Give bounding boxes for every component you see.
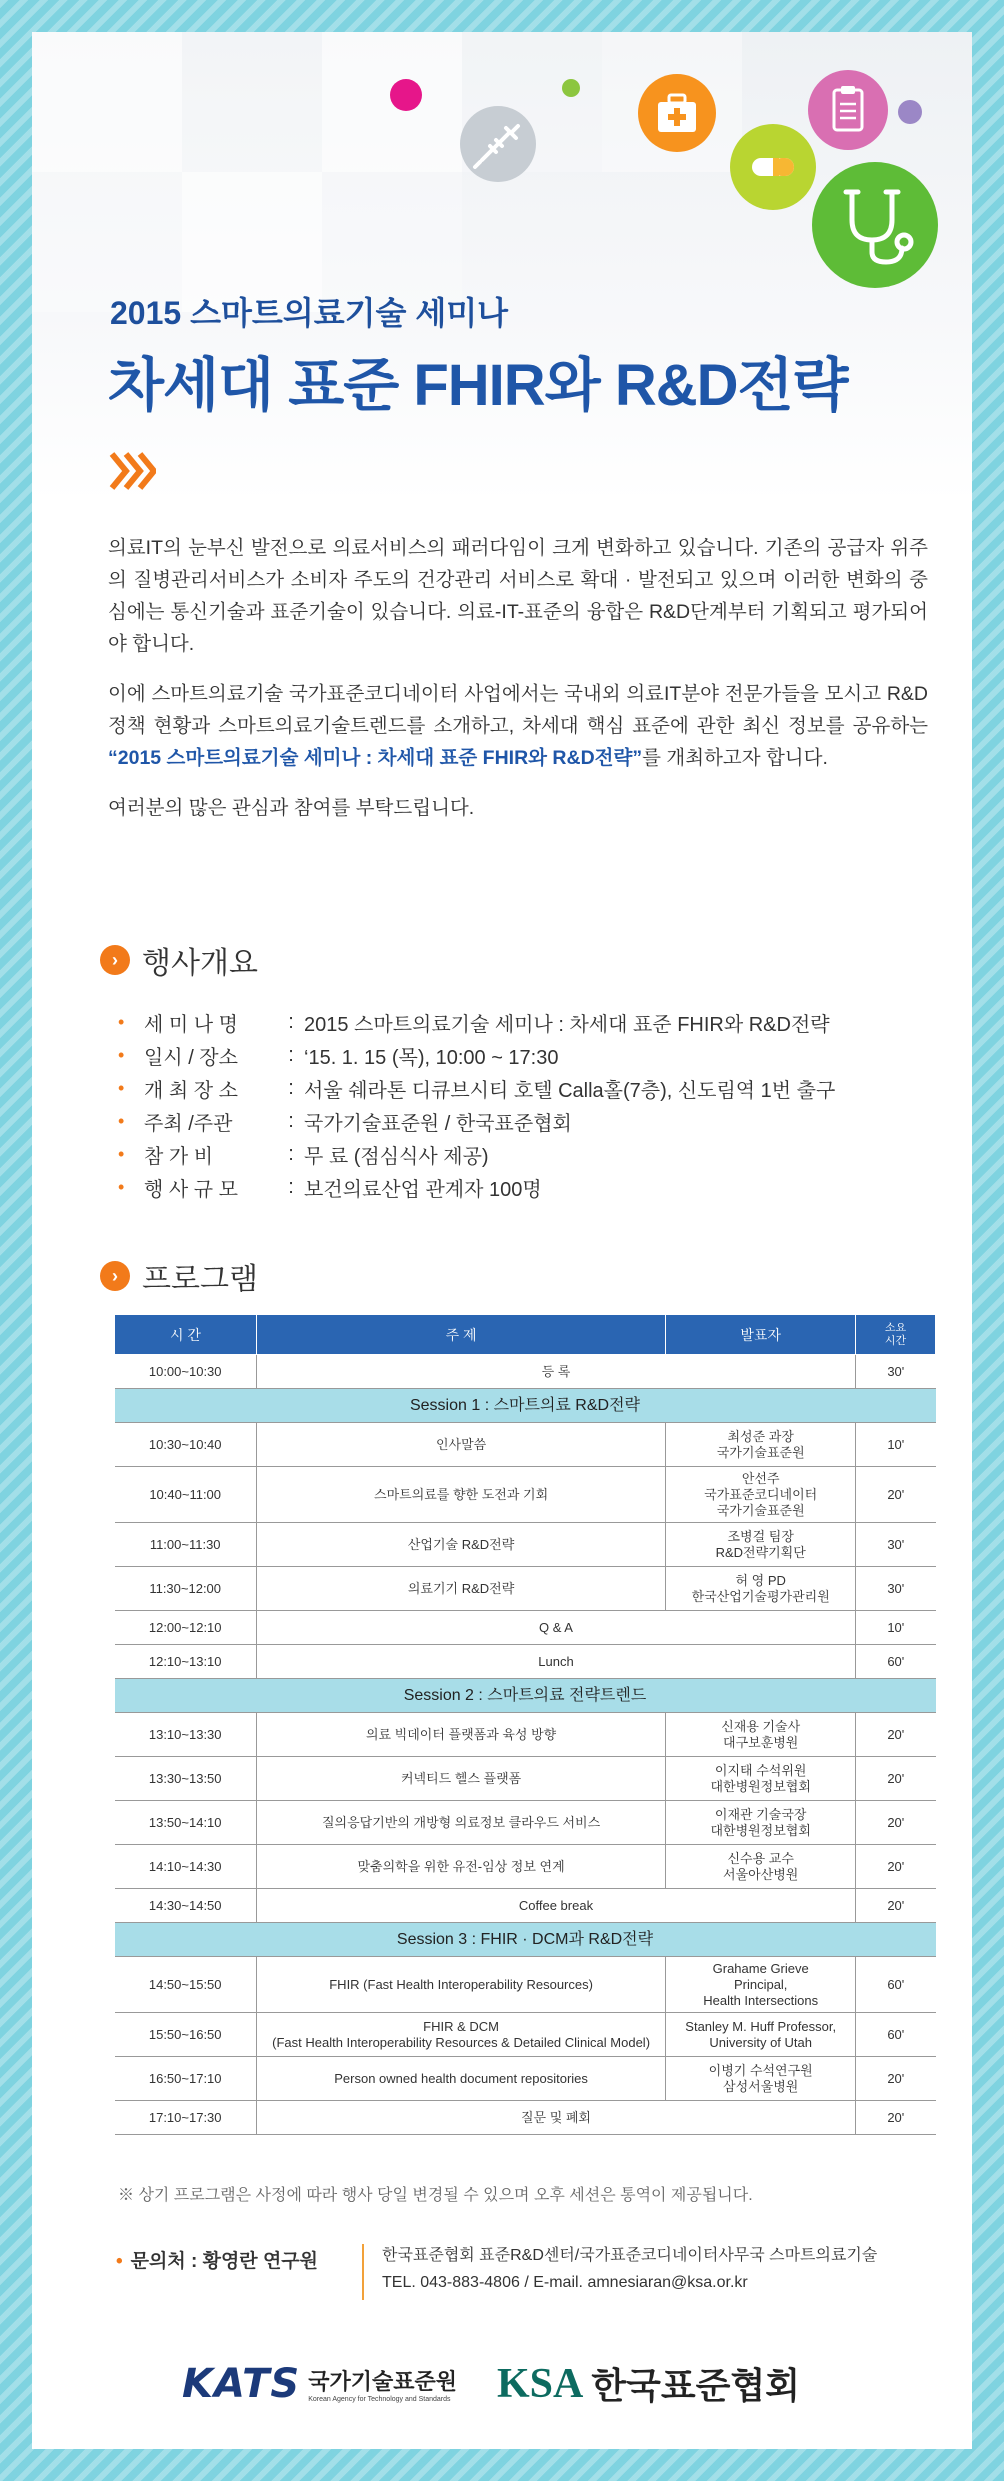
time-cell: 16:50~17:10 bbox=[115, 2057, 257, 2101]
column-header: 발표자 bbox=[666, 1315, 856, 1355]
overview-value: ‘15. 1. 15 (목), 10:00 ~ 17:30 bbox=[304, 1047, 559, 1069]
overview-value: 2015 스마트의료기술 세미나 : 차세대 표준 FHIR와 R&D전략 bbox=[304, 1014, 830, 1036]
topic-cell: FHIR (Fast Health Interoperability Resources) bbox=[256, 1957, 665, 2013]
overview-value: 서울 쉐라톤 디큐브시티 호텔 Calla홀(7층), 신도림역 1번 출구 bbox=[304, 1080, 836, 1102]
topic-cell: 스마트의료를 향한 도전과 기회 bbox=[256, 1467, 665, 1523]
duration-cell: 20' bbox=[856, 1467, 936, 1523]
clipboard-icon bbox=[808, 70, 888, 150]
kats-name-en: Korean Agency for Technology and Standards bbox=[308, 2395, 451, 2403]
topic-cell: 맞춤의학을 위한 유전-임상 정보 연계 bbox=[256, 1845, 665, 1889]
contact-org: 한국표준협회 표준R&D센터/국가표준코디네이터사무국 스마트의료기술 bbox=[382, 2247, 878, 2264]
program-table bbox=[114, 1314, 936, 2135]
time-cell: 12:10~13:10 bbox=[115, 1645, 257, 1679]
colon: : bbox=[288, 1044, 294, 1066]
speaker-cell: 허 영 PD 한국산업기술평가관리원 bbox=[666, 1567, 856, 1611]
intro-paragraph-3: 여러분의 많은 관심과 참여를 부탁드립니다. bbox=[108, 797, 475, 819]
seminar-highlight: “2015 스마트의료기술 세미나 : 차세대 표준 FHIR와 R&D전략” bbox=[108, 747, 643, 769]
duration-cell: 20' bbox=[856, 1801, 936, 1845]
bullet: • bbox=[118, 1045, 125, 1065]
kats-name-kr: 국가기술표준원 bbox=[308, 2368, 457, 2394]
overview-label: 주최 /주관 bbox=[144, 1113, 233, 1135]
intro-paragraph-2-end: 를 개최하고자 합니다. bbox=[642, 747, 828, 769]
topic-cell: 의료 빅데이터 플랫폼과 육성 방향 bbox=[256, 1713, 665, 1757]
colon: : bbox=[288, 1011, 294, 1033]
overview-value: 무 료 (점심식사 제공) bbox=[304, 1146, 489, 1168]
contact-person: • 문의처 : 황영란 연구원 bbox=[116, 2251, 319, 2272]
syringe-icon bbox=[460, 106, 536, 182]
column-header: 소요 시간 bbox=[856, 1315, 936, 1355]
stethoscope-icon bbox=[812, 162, 938, 288]
topic-cell: 인사말씀 bbox=[256, 1423, 665, 1467]
table-row bbox=[115, 1757, 936, 1801]
arrow-right-icon: › bbox=[100, 945, 130, 975]
contact-phone-email: TEL. 043-883-4806 / E-mail. amnesiaran@ksa.or.kr bbox=[382, 2274, 748, 2291]
time-cell: 14:10~14:30 bbox=[115, 1845, 257, 1889]
arrow-right-icon: › bbox=[100, 1261, 130, 1291]
speaker-cell: 이재관 기술국장 대한병원정보협회 bbox=[666, 1801, 856, 1845]
intro-paragraph-2 bbox=[108, 678, 928, 774]
time-cell: 11:30~12:00 bbox=[115, 1567, 257, 1611]
duration-cell: 20' bbox=[856, 2101, 936, 2135]
program-note: ※ 상기 프로그램은 사정에 따라 행사 당일 변경될 수 있으며 오후 세션은 통역이 제공됩니다. bbox=[118, 2187, 753, 2204]
duration-cell: 30' bbox=[856, 1523, 936, 1567]
duration-cell: 30' bbox=[856, 1567, 936, 1611]
session-row bbox=[115, 1923, 936, 1957]
bullet: • bbox=[118, 1111, 125, 1131]
overview-label: 개 최 장 소 bbox=[144, 1080, 238, 1102]
duration-cell: 10' bbox=[856, 1611, 936, 1645]
time-cell: 13:50~14:10 bbox=[115, 1801, 257, 1845]
topic-cell: 질의응답기반의 개방형 의료정보 클라우드 서비스 bbox=[256, 1801, 665, 1845]
colon: : bbox=[288, 1176, 294, 1198]
duration-cell: 10' bbox=[856, 1423, 936, 1467]
time-cell: 14:50~15:50 bbox=[115, 1957, 257, 2013]
table-row bbox=[115, 1611, 936, 1645]
overview-list bbox=[118, 1006, 938, 1204]
speaker-cell: 이지태 수석위원 대한병원정보협회 bbox=[666, 1757, 856, 1801]
overview-value: 국가기술표준원 / 한국표준협회 bbox=[304, 1113, 572, 1135]
speaker-cell: 신재용 기술사 대구보훈병원 bbox=[666, 1713, 856, 1757]
colon: : bbox=[288, 1077, 294, 1099]
green-dot bbox=[562, 79, 580, 97]
time-cell: 15:50~16:50 bbox=[115, 2013, 257, 2057]
colon: : bbox=[288, 1143, 294, 1165]
bullet: • bbox=[118, 1177, 125, 1197]
intro-text bbox=[108, 532, 928, 842]
bullet: • bbox=[118, 1144, 125, 1164]
bullet: • bbox=[118, 1012, 125, 1032]
table-row bbox=[115, 1801, 936, 1845]
session-row bbox=[115, 1389, 936, 1423]
table-row bbox=[115, 2101, 936, 2135]
colon: : bbox=[288, 1110, 294, 1132]
session-title: Session 1 : 스마트의료 R&D전략 bbox=[115, 1389, 936, 1423]
chevron-right-icon bbox=[108, 450, 156, 492]
topic-cell: 질문 및 폐회 bbox=[256, 2101, 855, 2135]
duration-cell: 20' bbox=[856, 1757, 936, 1801]
divider bbox=[362, 2244, 364, 2300]
overview-item bbox=[118, 1171, 938, 1204]
first-aid-kit-icon bbox=[638, 74, 716, 152]
kats-name bbox=[308, 2365, 457, 2403]
topic-cell: Lunch bbox=[256, 1645, 855, 1679]
overview-label: 참 가 비 bbox=[144, 1146, 214, 1168]
duration-cell: 60' bbox=[856, 2013, 936, 2057]
table-row bbox=[115, 2057, 936, 2101]
overview-heading-text: 행사개요 bbox=[142, 947, 258, 980]
time-cell: 10:30~10:40 bbox=[115, 1423, 257, 1467]
overview-item bbox=[118, 1039, 938, 1072]
overview-item bbox=[118, 1006, 938, 1039]
overview-item bbox=[118, 1105, 938, 1138]
overview-label: 일시 / 장소 bbox=[144, 1047, 238, 1069]
overview-label: 세 미 나 명 bbox=[144, 1014, 238, 1036]
speaker-cell: 이병기 수석연구원 삼성서울병원 bbox=[666, 2057, 856, 2101]
speaker-cell: 최성준 과장 국가기술표준원 bbox=[666, 1423, 856, 1467]
table-row bbox=[115, 1713, 936, 1757]
session-title: Session 3 : FHIR · DCM과 R&D전략 bbox=[115, 1923, 936, 1957]
intro-paragraph-1: 의료IT의 눈부신 발전으로 의료서비스의 패러다임이 크게 변화하고 있습니다. 기존의 공급자 위주의 질병관리서비스가 소비자 주도의 건강관리 서비스로 확대 · 발전되고 있으며 이러한 변화의 중심에는 통신기술과 표준기술이 있습니다. 의료-IT-표준의 융합은 R&D단계부터 기획되고 평가되어야 합니다. bbox=[108, 537, 928, 655]
poster-card bbox=[32, 32, 972, 2449]
contact-info bbox=[382, 2242, 877, 2300]
contact-section bbox=[116, 2242, 877, 2300]
duration-cell: 30' bbox=[856, 1355, 936, 1389]
table-row bbox=[115, 1889, 936, 1923]
time-cell: 12:00~12:10 bbox=[115, 1611, 257, 1645]
ksa-name: 한국표준협회 bbox=[591, 2365, 800, 2406]
table-row bbox=[115, 1355, 936, 1389]
time-cell: 14:30~14:50 bbox=[115, 1889, 257, 1923]
topic-cell: 등 록 bbox=[256, 1355, 855, 1389]
duration-cell: 20' bbox=[856, 1713, 936, 1757]
table-row bbox=[115, 1957, 936, 2013]
column-header: 주 제 bbox=[256, 1315, 665, 1355]
speaker-cell: Grahame Grieve Principal, Health Intersections bbox=[666, 1957, 856, 2013]
column-header: 시 간 bbox=[115, 1315, 257, 1355]
time-cell: 10:40~11:00 bbox=[115, 1467, 257, 1523]
overview-heading bbox=[100, 938, 258, 982]
logo-bar bbox=[182, 2358, 800, 2409]
topic-cell: 산업기술 R&D전략 bbox=[256, 1523, 665, 1567]
table-row bbox=[115, 1467, 936, 1523]
table-row bbox=[115, 1567, 936, 1611]
duration-cell: 20' bbox=[856, 1845, 936, 1889]
program-heading bbox=[100, 1254, 258, 1298]
bullet: • bbox=[118, 1078, 125, 1098]
time-cell: 11:00~11:30 bbox=[115, 1523, 257, 1567]
topic-cell: Q & A bbox=[256, 1611, 855, 1645]
time-cell: 10:00~10:30 bbox=[115, 1355, 257, 1389]
seminar-title: 차세대 표준 FHIR와 R&D전략 bbox=[108, 353, 848, 418]
topic-cell: 커넥티드 헬스 플랫폼 bbox=[256, 1757, 665, 1801]
overview-value: 보건의료산업 관계자 100명 bbox=[304, 1179, 542, 1201]
table-row bbox=[115, 1523, 936, 1567]
time-cell: 13:10~13:30 bbox=[115, 1713, 257, 1757]
program-heading-text: 프로그램 bbox=[142, 1263, 258, 1296]
duration-cell: 60' bbox=[856, 1645, 936, 1679]
topic-cell: 의료기기 R&D전략 bbox=[256, 1567, 665, 1611]
speaker-cell: Stanley M. Huff Professor, University of Utah bbox=[666, 2013, 856, 2057]
magenta-dot bbox=[390, 79, 422, 111]
seminar-subtitle: 2015 스마트의료기술 세미나 bbox=[110, 295, 509, 331]
overview-item bbox=[118, 1072, 938, 1105]
pill-icon bbox=[730, 124, 816, 210]
speaker-cell: 신수용 교수 서울아산병원 bbox=[666, 1845, 856, 1889]
table-row bbox=[115, 1845, 936, 1889]
overview-label: 행 사 규 모 bbox=[144, 1179, 238, 1201]
speaker-cell: 안선주 국가표준코디네이터 국가기술표준원 bbox=[666, 1467, 856, 1523]
table-row bbox=[115, 1423, 936, 1467]
topic-cell: Coffee break bbox=[256, 1889, 855, 1923]
contact-person-text: 문의처 : 황영란 연구원 bbox=[130, 2251, 319, 2272]
time-cell: 17:10~17:30 bbox=[115, 2101, 257, 2135]
duration-cell: 60' bbox=[856, 1957, 936, 2013]
overview-item bbox=[118, 1138, 938, 1171]
table-row bbox=[115, 2013, 936, 2057]
table-row bbox=[115, 1645, 936, 1679]
topic-cell: FHIR & DCM (Fast Health Interoperability Resources & Detailed Clinical Model) bbox=[256, 2013, 665, 2057]
duration-cell: 20' bbox=[856, 1889, 936, 1923]
intro-paragraph-2-text: 이에 스마트의료기술 국가표준코디네이터 사업에서는 국내외 의료IT분야 전문가들을 모시고 R&D정책 현황과 스마트의료기술트렌드를 소개하고, 차세대 핵심 표준에 관한 최신 정보를 공유하는 bbox=[108, 683, 928, 737]
time-cell: 13:30~13:50 bbox=[115, 1757, 257, 1801]
session-row bbox=[115, 1679, 936, 1713]
topic-cell: Person owned health document repositories bbox=[256, 2057, 665, 2101]
session-title: Session 2 : 스마트의료 전략트렌드 bbox=[115, 1679, 936, 1713]
purple-dot bbox=[898, 100, 922, 124]
kats-logo: KATS bbox=[182, 2360, 301, 2407]
duration-cell: 20' bbox=[856, 2057, 936, 2101]
ksa-logo: KSA bbox=[496, 2360, 584, 2407]
speaker-cell: 조병걸 팀장 R&D전략기획단 bbox=[666, 1523, 856, 1567]
